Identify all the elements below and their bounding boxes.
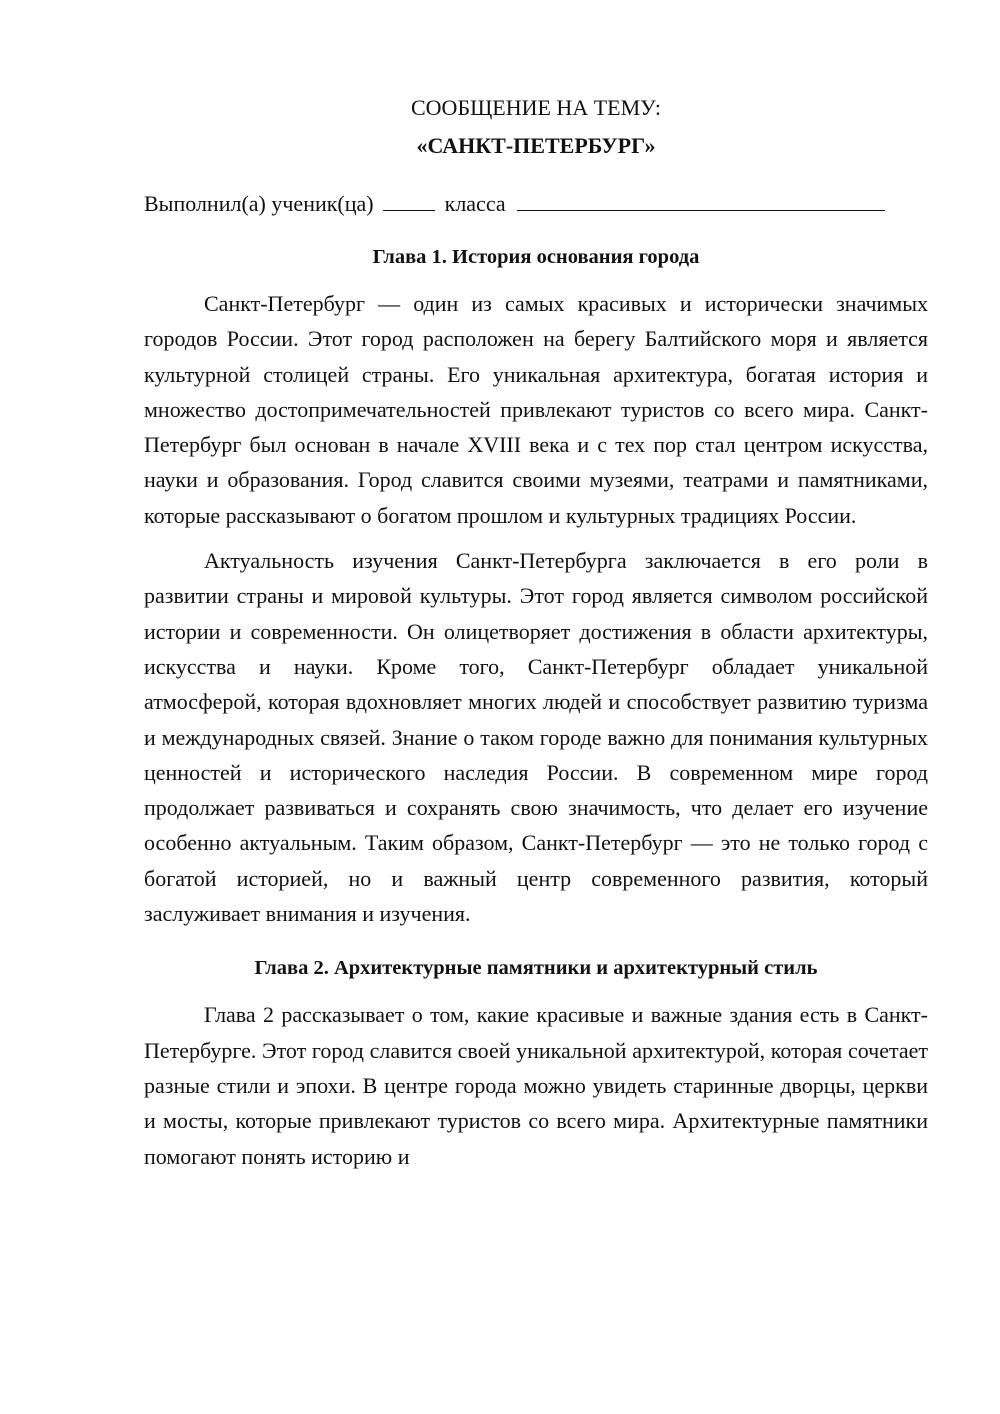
student-name-blank xyxy=(517,188,885,211)
chapter-1-paragraph-1: Санкт-Петербург — один из самых красивых и исторически значимых городов России. Этот город расположен на берегу Балтийского моря и является культурной столицей страны. Его уникальная архитектура, богатая история и множество достопримечательностей привлекают туристов со всего мира. Санкт-Петербург был основан в начале XVIII века и с тех пор стал центром искусства, науки и образования. Город славится своими музеями, театрами и памятниками, которые рассказывают о богатом прошлом и культурных традициях России. xyxy=(144,291,928,528)
document-subtitle: «САНКТ-ПЕТЕРБУРГ» xyxy=(416,133,656,158)
author-label: Выполнил(а) ученик(ца) xyxy=(144,191,374,216)
chapter-1-paragraph-2: Актуальность изучения Санкт-Петербурга заключается в его роли в развитии страны и мировой культуры. Этот город является символом российской истории и современности. Он олицетворяет достижения в области архитектуры, искусства и науки. Кроме того, Санкт-Петербург обладает уникальной атмосферой, которая вдохновляет многих людей и способствует развитию туризма и международных связей. Знание о таком городе важно для понимания культурных ценностей и исторического наследия России. В современном мире город продолжает развиваться и сохранять свою значимость, что делает его изучение особенно актуальным. Таким образом, Санкт-Петербург — это не только город с богатой историей, но и важный центр современного развития, который заслуживает внимания и изучения. xyxy=(144,548,928,927)
document-content xyxy=(144,90,928,1174)
chapter-2-heading: Глава 2. Архитектурные памятники и архитектурный стиль xyxy=(254,957,818,980)
document-title: СООБЩЕНИЕ НА ТЕМУ: xyxy=(411,95,661,120)
chapter-2-paragraph-1: Глава 2 рассказывает о том, какие красивые и важные здания есть в Санкт-Петербурге. Этот город славится своей уникальной архитектурой, которая сочетает разные стили и эпохи. В центре города можно увидеть старинные дворцы, церкви и мосты, которые привлекают туристов со всего мира. Архитектурные памятники помогают понять историю и xyxy=(144,1002,928,1169)
chapter-1-heading: Глава 1. История основания города xyxy=(372,246,700,268)
class-number-blank xyxy=(383,188,435,211)
class-label: класса xyxy=(444,191,506,216)
author-line xyxy=(144,186,928,222)
